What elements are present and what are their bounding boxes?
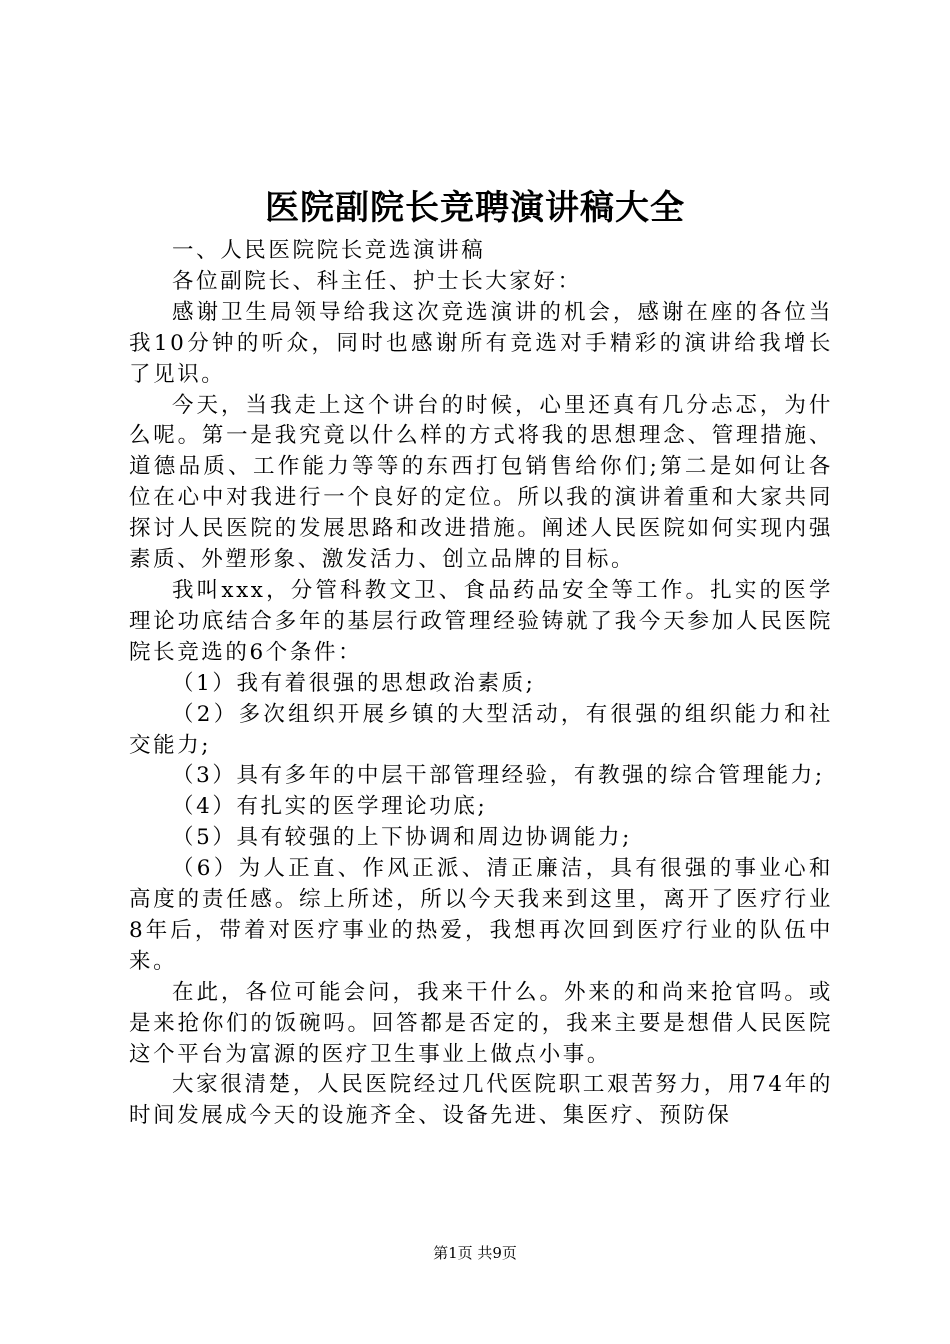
page-number: 第1页 共9页 (433, 1244, 517, 1262)
list-item: （1）我有着很强的思想政治素质; (172, 670, 536, 696)
list-item: （6）为人正直、作风正派、清正廉洁，具有很强的事业心和高度的责任感。综上所述，所以今天我来到这里，离开了医疗行业8年后，带着对医疗事业的热爱，我想再次回到医疗行业的队伍中来。 (129, 856, 833, 974)
paragraph: 我叫xxx，分管科教文卫、食品药品安全等工作。扎实的医学理论功底结合多年的基层行政管理经验铸就了我今天参加人民医院院长竞选的6个条件： (129, 577, 833, 665)
section-heading: 一、人民医院院长竞选演讲稿 (172, 238, 486, 263)
paragraph: 在此，各位可能会问，我来干什么。外来的和尚来抢官吗。或是来抢你们的饭碗吗。回答都是否定的，我来主要是想借人民医院这个平台为富源的医疗卫生事业上做点小事。 (129, 979, 833, 1067)
document-title: 医院副院长竞聘演讲稿大全 (265, 188, 685, 228)
list-item: （5）具有较强的上下协调和周边协调能力; (172, 825, 632, 851)
paragraph: 感谢卫生局领导给我这次竞选演讲的机会，感谢在座的各位当我10分钟的听众，同时也感谢所有竞选对手精彩的演讲给我增长了见识。 (129, 299, 833, 387)
paragraph: 大家很清楚，人民医院经过几代医院职工艰苦努力，用74年的时间发展成今天的设施齐全、设备先进、集医疗、预防保 (129, 1072, 833, 1129)
list-item: （2）多次组织开展乡镇的大型活动，有很强的组织能力和社交能力; (129, 701, 833, 758)
document-body (129, 236, 833, 1132)
paragraph: 今天，当我走上这个讲台的时候，心里还真有几分忐忑，为什么呢。第一是我究竟以什么样的方式将我的思想理念、管理措施、道德品质、工作能力等等的东西打包销售给你们;第二是如何让各位在心中对我进行一个良好的定位。所以我的演讲着重和大家共同探讨人民医院的发展思路和改进措施。阐述人民医院如何实现内强素质、外塑形象、激发活力、创立品牌的目标。 (129, 392, 833, 573)
list-item: （4）有扎实的医学理论功底; (172, 794, 488, 820)
salutation: 各位副院长、科主任、护士长大家好： (172, 268, 582, 294)
list-item: （3）具有多年的中层干部管理经验，有教强的综合管理能力; (172, 763, 825, 789)
